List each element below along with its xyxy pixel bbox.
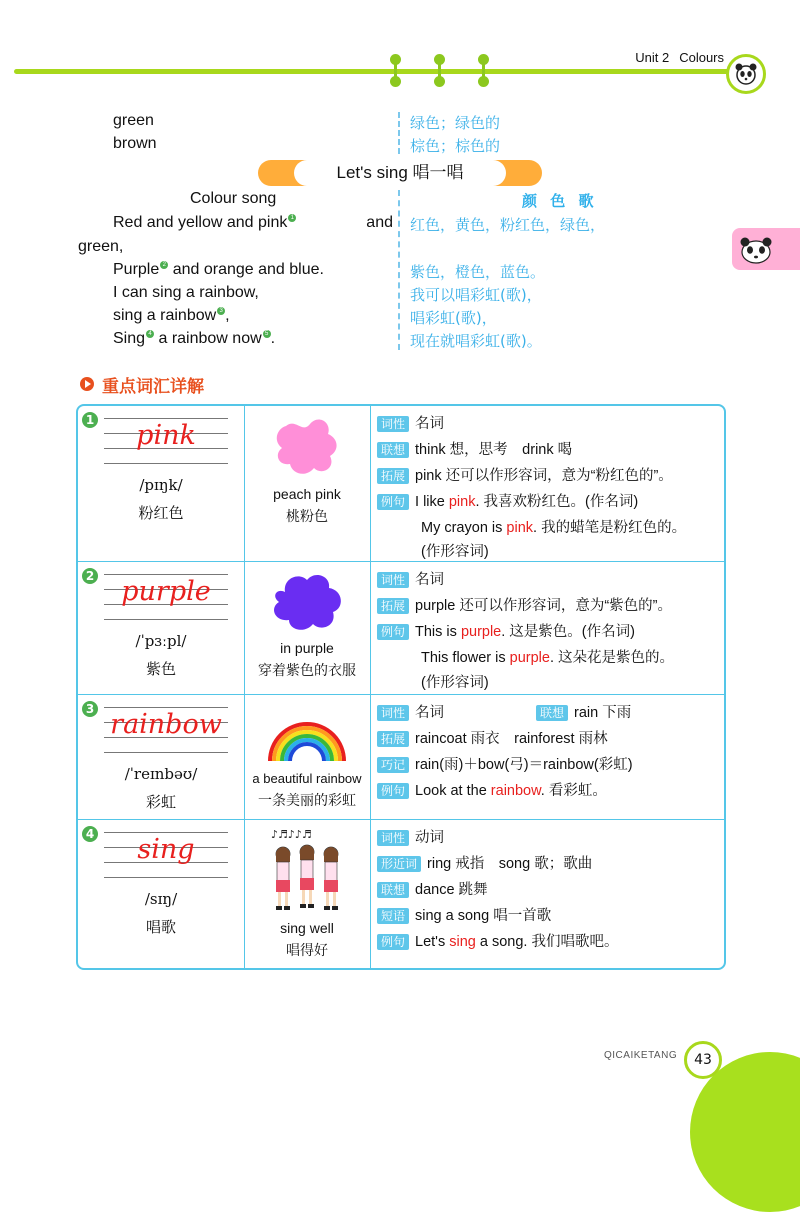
illustration-cell [244, 406, 371, 561]
note-text: Let's [415, 934, 450, 950]
song-line-text: . [270, 330, 276, 347]
footer-brand: QICAIKETANG [604, 1050, 678, 1061]
song-title-cn: 颜 色 歌 [522, 192, 598, 210]
note-text: a song. 我们唱歌吧。 [475, 934, 619, 950]
note-text: . 我的蜡笔是粉红色的。 [533, 520, 687, 536]
panda-icon [726, 54, 766, 94]
entry-number: 2 [82, 568, 98, 584]
note-text: . 这是紫色。(作名词) [501, 624, 635, 640]
word-cell [78, 820, 245, 969]
note-tag: 联想 [536, 705, 568, 721]
note-text: . 看彩虹。 [540, 783, 607, 799]
note-line [377, 779, 607, 800]
note-text: purple 还可以作形容词，意为“紫色的”。 [415, 598, 673, 614]
phonetic: /sɪŋ/ [144, 890, 178, 908]
handwritten-word: rainbow [110, 709, 222, 740]
note-text: sing a song 唱一首歌 [415, 908, 552, 924]
note-line [377, 930, 618, 951]
note-line [377, 568, 444, 589]
note-text: I like [415, 494, 449, 510]
note-text: dance 跳舞 [415, 882, 488, 898]
highlight-word: pink [448, 494, 476, 510]
note-tag: 词性 [377, 705, 409, 721]
svg-text:♪♬♪♪♬: ♪♬♪♪♬ [271, 828, 312, 841]
note-tag: 词性 [377, 416, 409, 432]
note-text: raincoat 雨衣 rainforest 雨林 [415, 731, 608, 747]
note-text: . 这朵花是紫色的。 [549, 650, 675, 666]
note-tag: 联想 [377, 882, 409, 898]
song-line [113, 307, 230, 325]
note-text: This flower is [421, 650, 510, 666]
note-marker: 3 [217, 307, 225, 315]
note-line [377, 826, 444, 847]
song-line-cn: 我可以唱彩虹(歌)， [410, 286, 542, 304]
notes-cell [371, 406, 724, 561]
note-line [377, 464, 673, 485]
panda-icon [736, 230, 776, 270]
section-title: 重点词汇详解 [102, 377, 204, 397]
unit-header [625, 50, 724, 65]
note-tag: 例句 [377, 783, 409, 799]
song-line-cn: 唱彩虹(歌)， [410, 309, 497, 327]
song-line-cn: 红色，黄色，粉红色，绿色， [410, 216, 606, 234]
note-marker: 5 [263, 330, 271, 338]
vocab-word: green [113, 112, 154, 129]
illustration-caption-en: sing well [280, 920, 334, 936]
note-text: think 想，思考 drink 喝 [415, 442, 573, 458]
song-line-text: Sing [113, 330, 146, 347]
highlight-word: sing [449, 934, 476, 950]
note-line [377, 878, 488, 899]
unit-topic: Colours [679, 50, 724, 65]
illustration-cell [244, 695, 371, 820]
note-line [377, 594, 672, 615]
table-row [78, 406, 724, 561]
song-line-text: and [366, 214, 393, 231]
vocab-table [76, 404, 726, 970]
note-line [377, 490, 638, 511]
note-marker: 4 [146, 330, 154, 338]
binder-clip-icon [480, 54, 488, 84]
song-line [113, 214, 393, 232]
entry-number: 3 [82, 701, 98, 717]
entry-number: 4 [82, 826, 98, 842]
song-banner [258, 160, 542, 186]
pink-blob-illustration [272, 416, 342, 478]
notes-cell [371, 695, 724, 820]
word-meaning: 紫色 [145, 660, 176, 678]
page-number: 43 [684, 1041, 722, 1079]
note-text: rain 下雨 [574, 705, 632, 721]
illustration-cell [244, 562, 371, 695]
song-line-text: , [225, 307, 230, 324]
song-line [113, 261, 324, 279]
column-divider [398, 190, 400, 350]
table-row [78, 561, 724, 695]
note-line [377, 727, 608, 748]
song-banner-title: Let's sing 唱一唱 [294, 160, 506, 186]
song-title-en: Colour song [190, 190, 277, 207]
note-tag: 例句 [377, 934, 409, 950]
note-line [421, 516, 686, 537]
illustration-caption-cn: 穿着紫色的衣服 [258, 663, 356, 679]
note-line [377, 753, 633, 774]
note-tag: 词性 [377, 572, 409, 588]
handwritten-word: pink [136, 420, 196, 451]
binder-clip-icon [392, 54, 400, 84]
song-line-cn: 现在就唱彩虹(歌)。 [410, 332, 542, 350]
header-rule [14, 69, 730, 74]
note-tag: 例句 [377, 624, 409, 640]
phonetic: /ˈpɜːpl/ [135, 632, 187, 650]
note-text: rain(雨)＋bow(弓)＝rainbow(彩虹) [415, 757, 633, 773]
table-row [78, 694, 724, 820]
entry-number: 1 [82, 412, 98, 428]
word-cell [78, 562, 245, 695]
song-line-text: a rainbow now [154, 330, 262, 347]
word-cell [78, 695, 245, 820]
vocab-translation: 绿色；绿色的 [410, 114, 501, 132]
song-line [113, 330, 275, 348]
word-meaning: 彩虹 [145, 793, 176, 811]
column-divider [398, 112, 400, 154]
note-tag: 联想 [377, 442, 409, 458]
handwritten-word: purple [121, 576, 211, 607]
note-text: My crayon is [421, 520, 507, 536]
note-tag: 拓展 [377, 598, 409, 614]
illustration-caption-cn: 桃粉色 [286, 509, 328, 525]
note-line: (作形容词) [421, 675, 489, 691]
illustration-caption-en: peach pink [273, 486, 341, 502]
highlight-word: purple [509, 650, 550, 666]
purple-cloud-illustration [267, 570, 347, 634]
note-text: 名词 [415, 572, 445, 588]
illustration-caption-cn: 一条美丽的彩虹 [258, 793, 356, 809]
note-tag: 拓展 [377, 468, 409, 484]
song-line-text: Purple [113, 261, 160, 278]
note-line [377, 412, 444, 433]
note-text: Look at the [415, 783, 491, 799]
note-line: (作形容词) [421, 544, 489, 560]
phonetic: /pɪŋk/ [139, 476, 183, 494]
note-tag: 例句 [377, 494, 409, 510]
note-marker: 2 [160, 261, 168, 269]
note-text: This is [415, 624, 461, 640]
highlight-word: pink [506, 520, 534, 536]
note-text: 动词 [415, 830, 445, 846]
note-text: ring 戒指 song 歌；歌曲 [427, 856, 593, 872]
note-marker: 1 [288, 214, 296, 222]
song-line-cn: 紫色，橙色，蓝色。 [410, 263, 546, 281]
handwritten-word: sing [137, 834, 195, 865]
note-text: pink 还可以作形容词，意为“粉红色的”。 [415, 468, 673, 484]
note-line [377, 904, 551, 925]
illustration-caption-en: in purple [280, 640, 334, 656]
note-line [377, 438, 572, 459]
note-line [377, 620, 635, 641]
illustration-cell [244, 820, 371, 969]
note-line [377, 852, 592, 873]
note-tag: 拓展 [377, 731, 409, 747]
note-tag: 巧记 [377, 757, 409, 773]
word-meaning: 唱歌 [145, 918, 176, 936]
note-line [377, 701, 631, 722]
note-tag: 词性 [377, 830, 409, 846]
note-text: 名词 [415, 705, 445, 721]
table-row [78, 819, 724, 969]
binder-clip-icon [436, 54, 444, 84]
highlight-word: purple [460, 624, 502, 640]
play-arrow-icon [80, 377, 94, 391]
illustration-caption-cn: 唱得好 [286, 943, 328, 959]
song-line-text: and orange and blue. [168, 261, 324, 278]
notes-cell [371, 562, 724, 695]
phonetic: /ˈreɪnbəʊ/ [124, 765, 198, 783]
chapter-tab [732, 228, 800, 270]
song-line-wrap: green, [78, 238, 124, 255]
note-tag: 形近词 [377, 856, 421, 872]
note-text: . 我喜欢粉红色。(作名词) [475, 494, 639, 510]
notes-cell [371, 820, 724, 969]
note-text: 名词 [415, 416, 445, 432]
word-meaning: 粉红色 [138, 504, 184, 522]
song-line-text: Red and yellow and pink [113, 214, 288, 231]
vocab-word: brown [113, 135, 157, 152]
illustration-caption-en: a beautiful rainbow [252, 771, 362, 786]
song-line: I can sing a rainbow, [113, 284, 259, 301]
note-tag: 短语 [377, 908, 409, 924]
singing-girls-illustration [267, 824, 347, 916]
note-line [421, 646, 674, 667]
highlight-word: rainbow [490, 783, 541, 799]
vocab-translation: 棕色；棕色的 [410, 137, 501, 155]
song-line-text: sing a rainbow [113, 307, 217, 324]
word-cell [78, 406, 245, 561]
rainbow-illustration [264, 701, 350, 763]
unit-label: Unit 2 [635, 50, 670, 65]
